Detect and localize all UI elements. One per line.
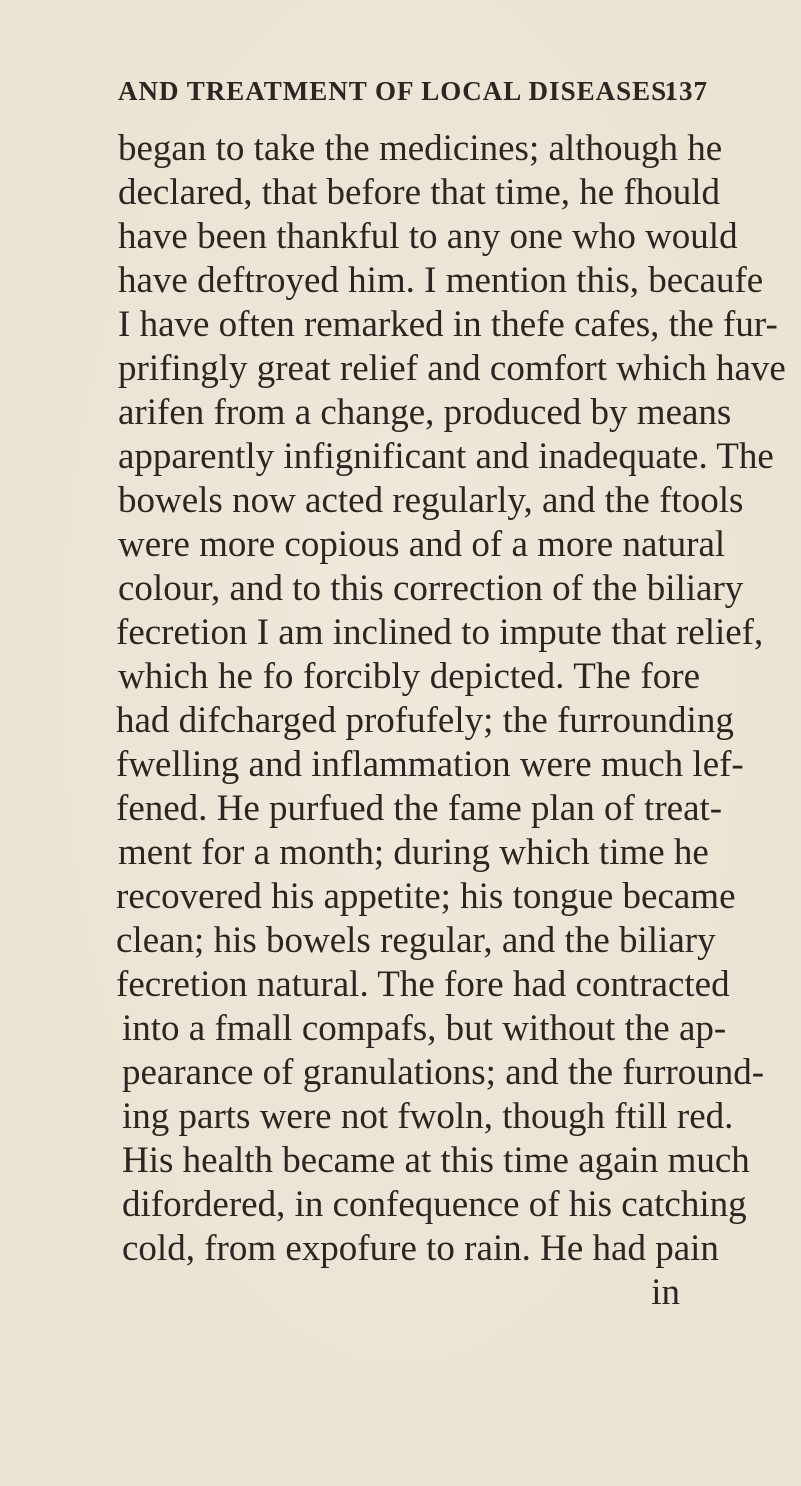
catchword: in bbox=[651, 1272, 680, 1313]
text-line: colour, and to this correction of the biliary bbox=[118, 568, 744, 609]
running-head bbox=[118, 76, 708, 116]
text-line: which he fo forcibly depicted. The fore bbox=[118, 656, 700, 697]
text-line: cold, from expofure to rain. He had pain bbox=[122, 1228, 719, 1269]
text-line: fecretion I am inclined to impute that relief, bbox=[116, 612, 764, 653]
text-line: arifen from a change, produced by means bbox=[118, 392, 732, 433]
text-line: recovered his appetite; his tongue became bbox=[116, 876, 736, 917]
text-line: apparently infignificant and inadequate. The bbox=[118, 436, 774, 477]
text-line: were more copious and of a more natural bbox=[118, 524, 726, 565]
text-line: into a fmall compafs, but without the ap- bbox=[122, 1008, 727, 1049]
text-line: fwelling and inflammation were much lef- bbox=[116, 744, 744, 785]
text-line: clean; his bowels regular, and the biliary bbox=[116, 920, 716, 961]
text-line: ing parts were not fwoln, though ftill red. bbox=[122, 1096, 734, 1137]
text-line: ment for a month; during which time he bbox=[118, 832, 709, 873]
text-line: have been thankful to any one who would bbox=[118, 216, 738, 257]
text-line: had difcharged profufely; the furrounding bbox=[116, 700, 734, 741]
text-line: I have often remarked in thefe cafes, the fur- bbox=[118, 304, 778, 345]
text-line: fecretion natural. The fore had contracted bbox=[116, 964, 730, 1005]
text-line: fened. He purfued the fame plan of treat- bbox=[116, 788, 723, 829]
page-number: 137 bbox=[664, 76, 708, 106]
text-line: difordered, in confequence of his catching bbox=[122, 1184, 747, 1225]
text-line: pearance of granulations; and the furround- bbox=[122, 1052, 765, 1093]
text-line: declared, that before that time, he fhould bbox=[118, 172, 721, 213]
text-line: have deftroyed him. I mention this, becaufe bbox=[118, 260, 764, 301]
running-head-title: AND TREATMENT OF LOCAL DISEASES. bbox=[118, 76, 675, 106]
text-line: His health became at this time again much bbox=[122, 1140, 750, 1181]
text-line: began to take the medicines; although he bbox=[118, 128, 723, 169]
text-line: prifingly great relief and comfort which have bbox=[118, 348, 786, 389]
text-line: bowels now acted regularly, and the ftools bbox=[118, 480, 744, 521]
